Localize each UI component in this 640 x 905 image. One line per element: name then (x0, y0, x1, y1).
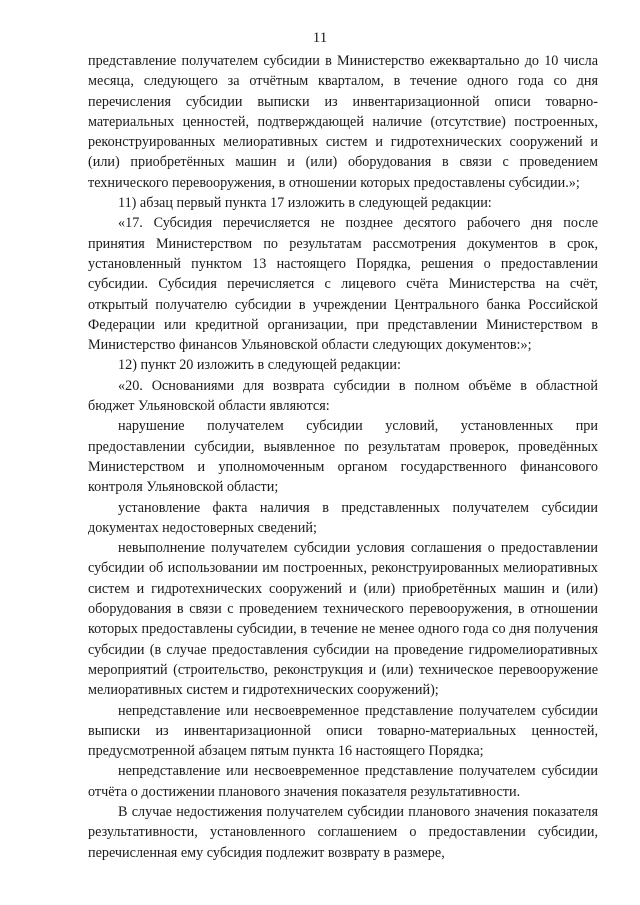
paragraph-7: установление факта наличия в представленных получателем субсидии документах недостоверных сведений; (88, 499, 598, 536)
paragraph-10: непредставление или несвоевременное представление получателем субсидии отчёта о достижении планового значения показателя результативности. (88, 763, 598, 800)
document-body (88, 51, 598, 863)
paragraph-11: В случае недостижения получателем субсидии планового значения показателя результативности, установленного соглашением о предоставлении субсидии, перечисленная ему субсидия подлежит возврату в размере, (88, 803, 598, 861)
paragraph-4: 12) пункт 20 изложить в следующей редакции: (118, 357, 401, 374)
paragraph-3: «17. Субсидия перечисляется не позднее десятого рабочего дня после принятия Министерством по результатам рассмотрения документов в срок, установленный пунктом 13 настоящего Порядка, решения о предоставлении субсидии. Субсидия перечисляется с лицевого счёта Министерства на счёт, открытый получателю субсидии в учреждении Центрального банка Российской Федерации или кредитной организации, при представлении Министерством в Министерство финансов Ульяновской области следующих документов:»; (88, 215, 598, 354)
paragraph-1: представление получателем субсидии в Министерство ежеквартально до 10 числа месяца, следующего за отчётным кварталом, в течение одного года со дня перечисления субсидии выписки из инвентаризационной описи товарно-материальных ценностей, подтверждающей наличие (отсутствие) построенных, реконструированных мелиоративных систем и гидротехнических сооружений и (или) приобретённых машин и (или) оборудования в связи с проведением технического перевооружения, в отношении которых предоставлены субсидии.»; (88, 53, 598, 191)
paragraph-2: 11) абзац первый пункта 17 изложить в следующей редакции: (118, 195, 492, 212)
paragraph-9: непредставление или несвоевременное представление получателем субсидии выписки из инвентаризационной описи товарно-материальных ценностей, предусмотренной абзацем пятым пункта 16 настоящего Порядка; (88, 702, 598, 760)
page-number: 11 (312, 30, 328, 46)
paragraph-8: невыполнение получателем субсидии условия соглашения о предоставлении субсидии об использовании им построенных, реконструированных мелиоративных систем и гидротехнических сооружений и (или) приобретённых машин и (или) оборудования в связи с проведением технического перевооружения, в отношении которых предоставлены субсидии, в течение не менее одного года со дня получения субсидии (в случае предоставления субсидии на проведение гидромелиоративных мероприятий (строительство, реконструкция и (или) техническое перевооружение мелиоративных систем и гидротехнических сооружений); (88, 540, 598, 699)
paragraph-5: «20. Основаниями для возврата субсидии в полном объёме в областной бюджет Ульяновской области являются: (88, 377, 598, 415)
paragraph-6: нарушение получателем субсидии условий, установленных при предоставлении субсидии, выявленное по результатам проверок, проведённых Министерством и уполномоченным органом государственного финансового контроля Ульяновской области; (88, 418, 598, 496)
